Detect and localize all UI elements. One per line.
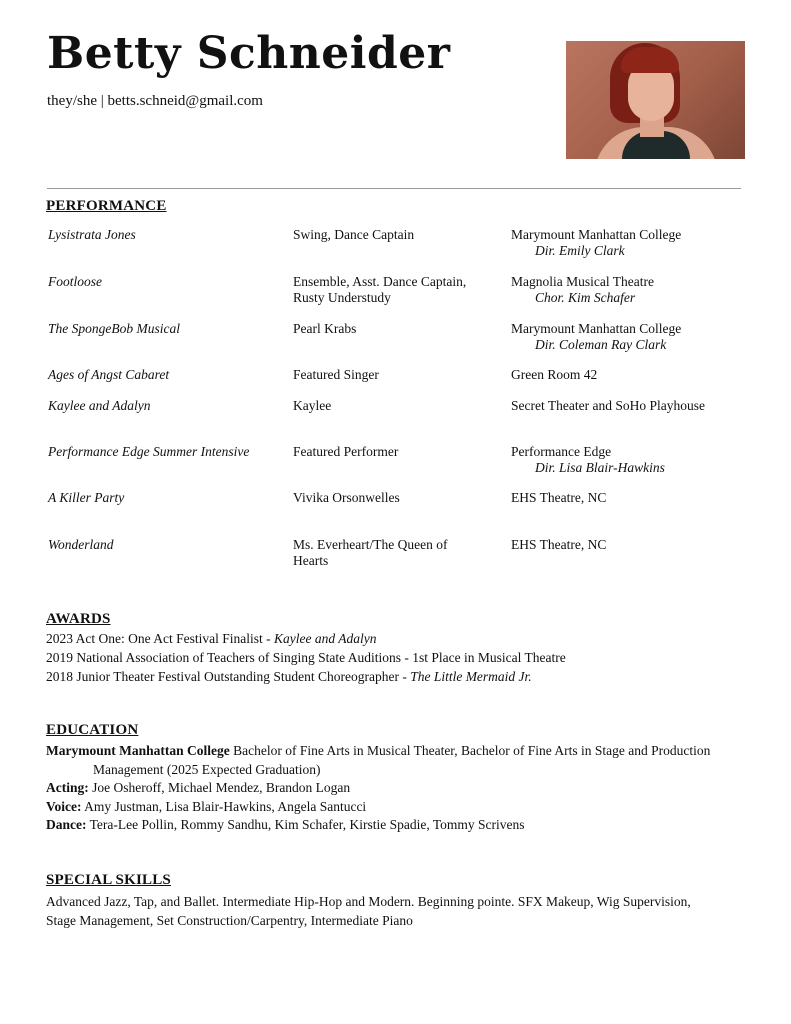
training-dance xyxy=(46,816,751,835)
training-label: Voice: xyxy=(46,798,82,814)
role: Vivika Orsonwelles xyxy=(293,490,400,505)
show-title: The SpongeBob Musical xyxy=(48,321,180,336)
degree-text: Bachelor of Fine Arts in Musical Theater, Bachelor of Fine Arts in Stage and Production xyxy=(229,743,711,758)
director: Dir. Emily Clark xyxy=(535,243,625,258)
show-title: Footloose xyxy=(48,274,102,289)
performance-heading: PERFORMANCE xyxy=(46,198,167,214)
award-item xyxy=(46,668,532,686)
resume-name: Betty Schneider xyxy=(47,28,451,79)
award-text: 2018 Junior Theater Festival Outstanding Student Choreographer - xyxy=(46,669,411,684)
skills-line: Advanced Jazz, Tap, and Ballet. Intermediate Hip-Hop and Modern. Beginning pointe. SFX Makeup, Wig Supervision, xyxy=(46,894,691,909)
school-name: Marymount Manhattan College xyxy=(46,743,230,758)
show-title: Performance Edge Summer Intensive xyxy=(48,444,250,459)
training-value: Tera-Lee Pollin, Rommy Sandhu, Kim Schafer, Kirstie Spadie, Tommy Scrivens xyxy=(86,817,525,832)
headshot-photo xyxy=(566,41,745,159)
degree-line xyxy=(46,742,751,761)
venue-name: Performance Edge xyxy=(511,444,612,459)
show-title: A Killer Party xyxy=(48,490,125,505)
venue xyxy=(511,227,751,259)
header-divider xyxy=(47,188,741,189)
show-title: Wonderland xyxy=(48,537,114,552)
role: Swing, Dance Captain xyxy=(293,227,415,242)
award-text: 2023 Act One: One Act Festival Finalist - xyxy=(46,631,274,646)
venue-name: Marymount Manhattan College xyxy=(511,227,682,242)
venue xyxy=(511,444,751,476)
venue: Green Room 42 xyxy=(511,367,598,382)
role: Pearl Krabs xyxy=(293,321,357,336)
award-item xyxy=(46,630,376,648)
contact-info: they/she | betts.schneid@gmail.com xyxy=(47,93,263,109)
award-item xyxy=(46,649,566,667)
training-value: Joe Osheroff, Michael Mendez, Brandon Logan xyxy=(88,780,351,795)
show-title: Lysistrata Jones xyxy=(48,227,136,242)
award-text: 2019 National Association of Teachers of Singing State Auditions - 1st Place in Musical Theatre xyxy=(46,650,566,665)
show-title: Ages of Angst Cabaret xyxy=(48,367,170,382)
education-block xyxy=(46,742,751,835)
venue-name: Magnolia Musical Theatre xyxy=(511,274,654,289)
role: Kaylee xyxy=(293,398,332,413)
award-show-title: The Little Mermaid Jr. xyxy=(410,669,532,684)
training-value: Amy Justman, Lisa Blair-Hawkins, Angela Santucci xyxy=(81,798,367,814)
venue: Secret Theater and SoHo Playhouse xyxy=(511,398,705,413)
skills-heading: SPECIAL SKILLS xyxy=(46,872,171,888)
skills-text xyxy=(46,892,746,930)
education-heading: EDUCATION xyxy=(46,722,139,738)
degree-continuation: Management (2025 Expected Graduation) xyxy=(93,761,321,777)
venue: EHS Theatre, NC xyxy=(511,537,607,552)
training-label: Dance: xyxy=(46,817,87,832)
venue xyxy=(511,321,751,353)
skills-line: Stage Management, Set Construction/Carpentry, Intermediate Piano xyxy=(46,913,413,928)
director: Dir. Lisa Blair-Hawkins xyxy=(535,460,665,475)
venue: EHS Theatre, NC xyxy=(511,490,607,505)
role: Ms. Everheart/The Queen of Hearts xyxy=(293,537,448,568)
role: Ensemble, Asst. Dance Captain, Rusty Understudy xyxy=(293,274,467,305)
director: Dir. Coleman Ray Clark xyxy=(535,337,667,352)
training-label: Acting: xyxy=(46,780,89,795)
training-acting xyxy=(46,779,751,798)
role: Featured Singer xyxy=(293,367,379,382)
venue-name: Marymount Manhattan College xyxy=(511,321,682,336)
role: Featured Performer xyxy=(293,444,399,459)
show-title: Kaylee and Adalyn xyxy=(48,398,151,413)
award-show-title: Kaylee and Adalyn xyxy=(273,631,377,646)
venue xyxy=(511,274,751,306)
training-voice xyxy=(46,798,751,817)
director: Chor. Kim Schafer xyxy=(535,290,636,305)
awards-heading: AWARDS xyxy=(46,611,111,627)
